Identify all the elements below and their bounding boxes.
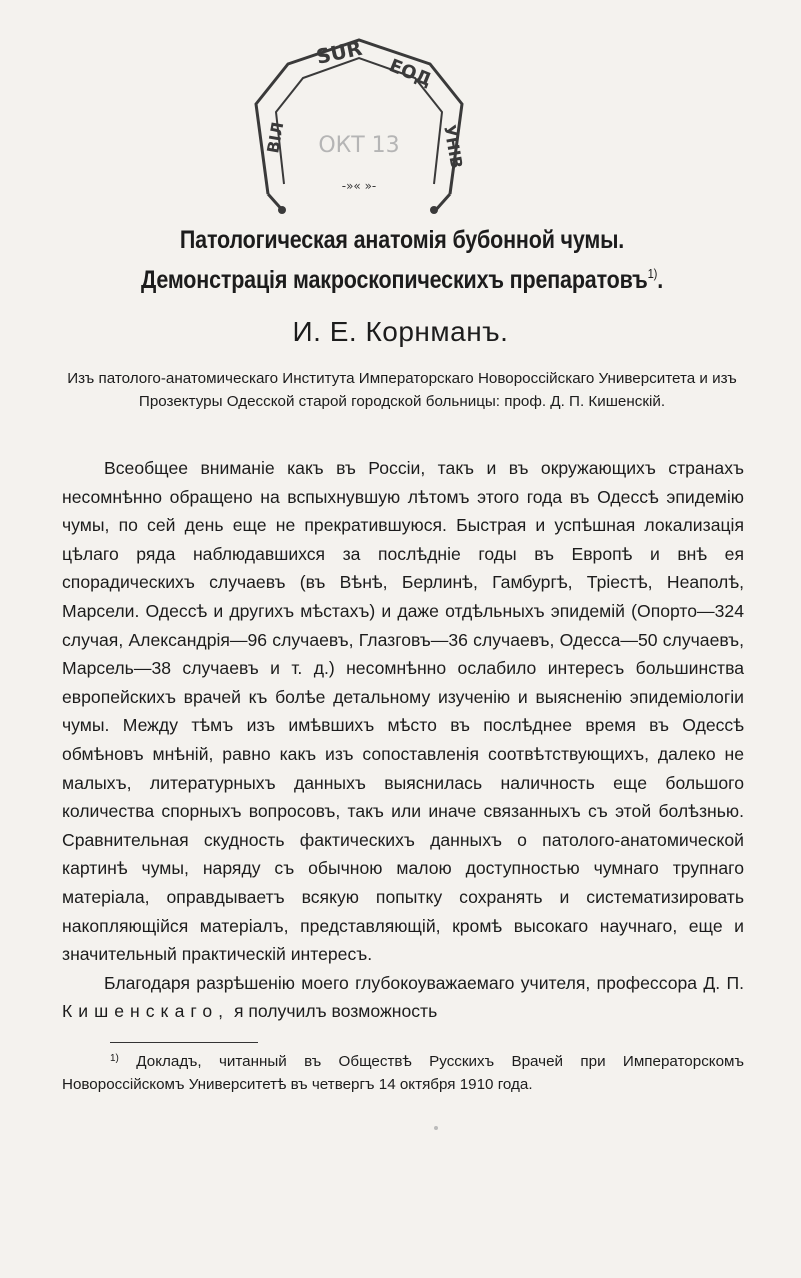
footnote-mark: 1) [110,1053,119,1064]
footnote [62,1048,744,1096]
spaced-name: Кишенскаго, [62,1001,230,1022]
svg-text:УНІВ: УНІВ [440,123,467,170]
svg-text:SUR: SUR [314,35,365,69]
svg-text:ЕОД: ЕОД [386,55,435,91]
footnote-divider [110,1042,258,1043]
article-title-text: Патологическая анатомія бубонной чумы. Демонстрація макроскопическихъ препаратовъ [140,226,648,294]
page-speck [434,1126,438,1130]
paragraph-2 [62,969,744,1026]
footnote-text: Докладъ, читанный въ Обществѣ Русскихъ Врачей при Императорскомъ Новороссійскомъ Университетѣ въ четвергъ 14 октября 1910 года. [62,1053,744,1093]
library-stamp-icon [248,34,470,230]
svg-text:ВІЛ: ВІЛ [263,120,288,155]
paragraph-1: Всеобщее вниманіе какъ въ Россіи, такъ и въ окружающихъ странахъ несомнѣнно обращено на вспыхнувшую лѣтомъ этого года въ Одессѣ эпидемію чумы, по сей день еще не прекратившуюся. Быстрая и успѣшная локализація цѣлаго ряда наблюдавшихся за послѣдніе годы въ Европѣ и внѣ ея спорадическихъ случаевъ (въ Вѣнѣ, Берлинѣ, Гамбургѣ, Тріестѣ, Неаполѣ, Марсели. Одессѣ и другихъ мѣстахъ) и даже отдѣльныхъ эпидемій (Опорто—324 случая, Александрія—96 случаевъ, Глазговъ—36 случаевъ, Одесса—50 случаевъ, Марсель—38 случаевъ и т. д.) несомнѣнно ослабило интересъ большинства европейскихъ врачей къ болѣе детальному изученію и выясненію эпидеміологіи чумы. Между тѣмъ изъ имѣвшихъ мѣсто въ послѣднее время въ Одессѣ обмѣновъ мнѣній, равно какъ изъ сопоставленія соотвѣтствующихъ, далеко не малыхъ, литературныхъ данныхъ выяснилась наличность еще большого количества спорныхъ вопросовъ, такъ или иначе связанныхъ съ этой болѣзнью. Сравнительная скудность фактическихъ данныхъ о патолого-анатомической картинѣ чумы, наряду съ обычною малою доступностью чумнаго трупнаго матеріала, оправдываетъ всякую попытку сохранять и систематизировать накопляющійся матеріалъ, представляющій, кромѣ высокаго научнаго, еще и значительный практическій интересъ. [62,458,744,965]
affiliation: Изъ патолого-анатомическаго Института Императорскаго Новороссійскаго Университета и изъ Прозектуры Одесской старой городской больницы: проф. Д. П. Кишенскій. [67,370,737,410]
author-name: И. Е. Корнманъ. [292,316,509,347]
stamp-date: ОКТ 13 [318,133,400,158]
paragraph-2-start: Благодаря разрѣшенію моего глубокоуважаемаго учителя, профессора Д. П. [104,972,744,993]
article-title: Патологическая анатомія бубонной чумы. Демонстрація макроскопическихъ препаратовъ$^{1)}$. [140,226,664,294]
title-footnote-mark: 1) [647,266,658,281]
svg-text:-»« »-: -»« »- [341,179,377,193]
body-text [62,454,744,1026]
paragraph-2-end: я получилъ возможность [233,1001,438,1022]
